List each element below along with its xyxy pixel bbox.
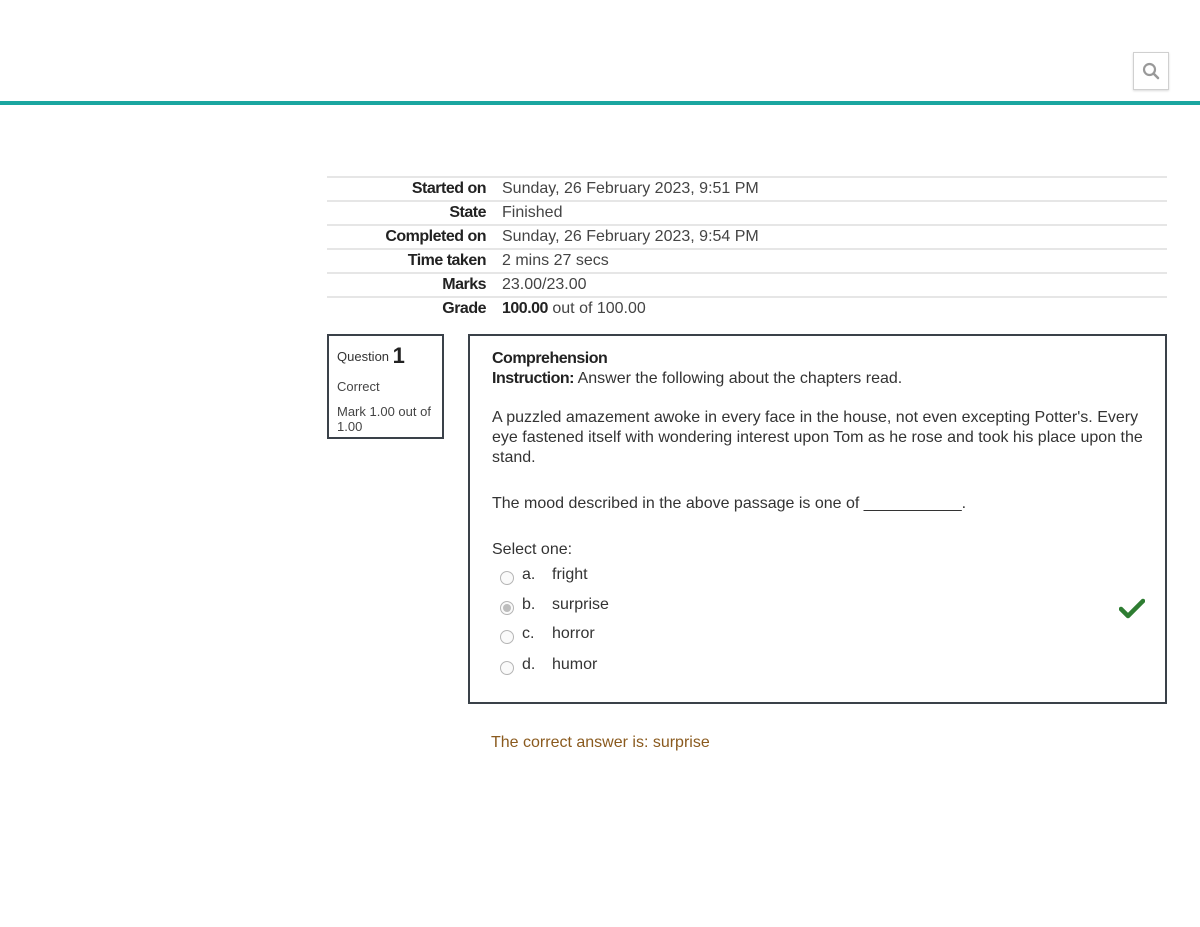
search-button[interactable] — [1133, 52, 1169, 90]
summary-value: Finished — [502, 201, 1167, 225]
question-state: Correct — [337, 379, 380, 394]
summary-value: Sunday, 26 February 2023, 9:51 PM — [502, 177, 1167, 201]
radio-button-selected[interactable] — [500, 601, 514, 615]
question-prompt: The mood described in the above passage is one of ___________. — [492, 495, 967, 512]
select-one-label: Select one: — [492, 541, 573, 558]
question-content-box — [468, 334, 1167, 704]
question-number-label: Question — [337, 349, 390, 364]
summary-value: 2 mins 27 secs — [502, 249, 1167, 273]
question-instruction — [492, 369, 1143, 389]
summary-row-grade — [327, 297, 1167, 320]
summary-row-completed — [327, 225, 1167, 249]
summary-label: Started on — [327, 177, 502, 201]
question-info-box — [327, 334, 444, 439]
answer-option-d[interactable] — [500, 656, 597, 674]
attempt-summary-table — [327, 176, 1167, 320]
question-number — [337, 343, 434, 369]
summary-row-started — [327, 177, 1167, 201]
grade-total: out of 100.00 — [547, 300, 646, 317]
question-number-value: 1 — [392, 343, 405, 368]
option-text: humor — [552, 656, 598, 673]
option-letter: a. — [522, 566, 536, 583]
option-letter: d. — [522, 656, 536, 673]
summary-label: Marks — [327, 273, 502, 297]
correct-answer-feedback: The correct answer is: surprise — [491, 734, 710, 751]
search-icon — [1142, 62, 1160, 80]
answer-option-b[interactable] — [500, 596, 609, 614]
question-passage: A puzzled amazement awoke in every face in the house, not even excepting Potter's. Every eye fastened itself with wondering interest upon Tom as he rose and took his place upon the stand. — [492, 409, 1143, 466]
answer-option-c[interactable] — [500, 625, 595, 643]
option-text: surprise — [552, 596, 609, 613]
radio-button[interactable] — [500, 630, 514, 644]
checkmark-icon — [1119, 598, 1145, 620]
summary-label: Completed on — [327, 225, 502, 249]
radio-button[interactable] — [500, 661, 514, 675]
grade-value: 100.00 — [502, 300, 548, 317]
summary-row-state — [327, 201, 1167, 225]
summary-label: State — [327, 201, 502, 225]
radio-button[interactable] — [500, 571, 514, 585]
question-mark: Mark 1.00 out of 1.00 — [337, 404, 431, 434]
summary-label: Grade — [327, 297, 502, 320]
summary-label: Time taken — [327, 249, 502, 273]
summary-row-marks — [327, 273, 1167, 297]
summary-value — [502, 297, 1167, 320]
summary-value: Sunday, 26 February 2023, 9:54 PM — [502, 225, 1167, 249]
header-divider — [0, 101, 1200, 105]
summary-row-time-taken — [327, 249, 1167, 273]
question-title: Comprehension — [492, 350, 608, 367]
option-letter: b. — [522, 596, 536, 613]
instruction-label: Instruction: — [492, 370, 574, 387]
instruction-text: Answer the following about the chapters read. — [574, 370, 903, 387]
summary-value: 23.00/23.00 — [502, 273, 1167, 297]
answer-option-a[interactable] — [500, 566, 588, 584]
option-letter: c. — [522, 625, 535, 642]
option-text: horror — [552, 625, 595, 642]
option-text: fright — [552, 566, 588, 583]
